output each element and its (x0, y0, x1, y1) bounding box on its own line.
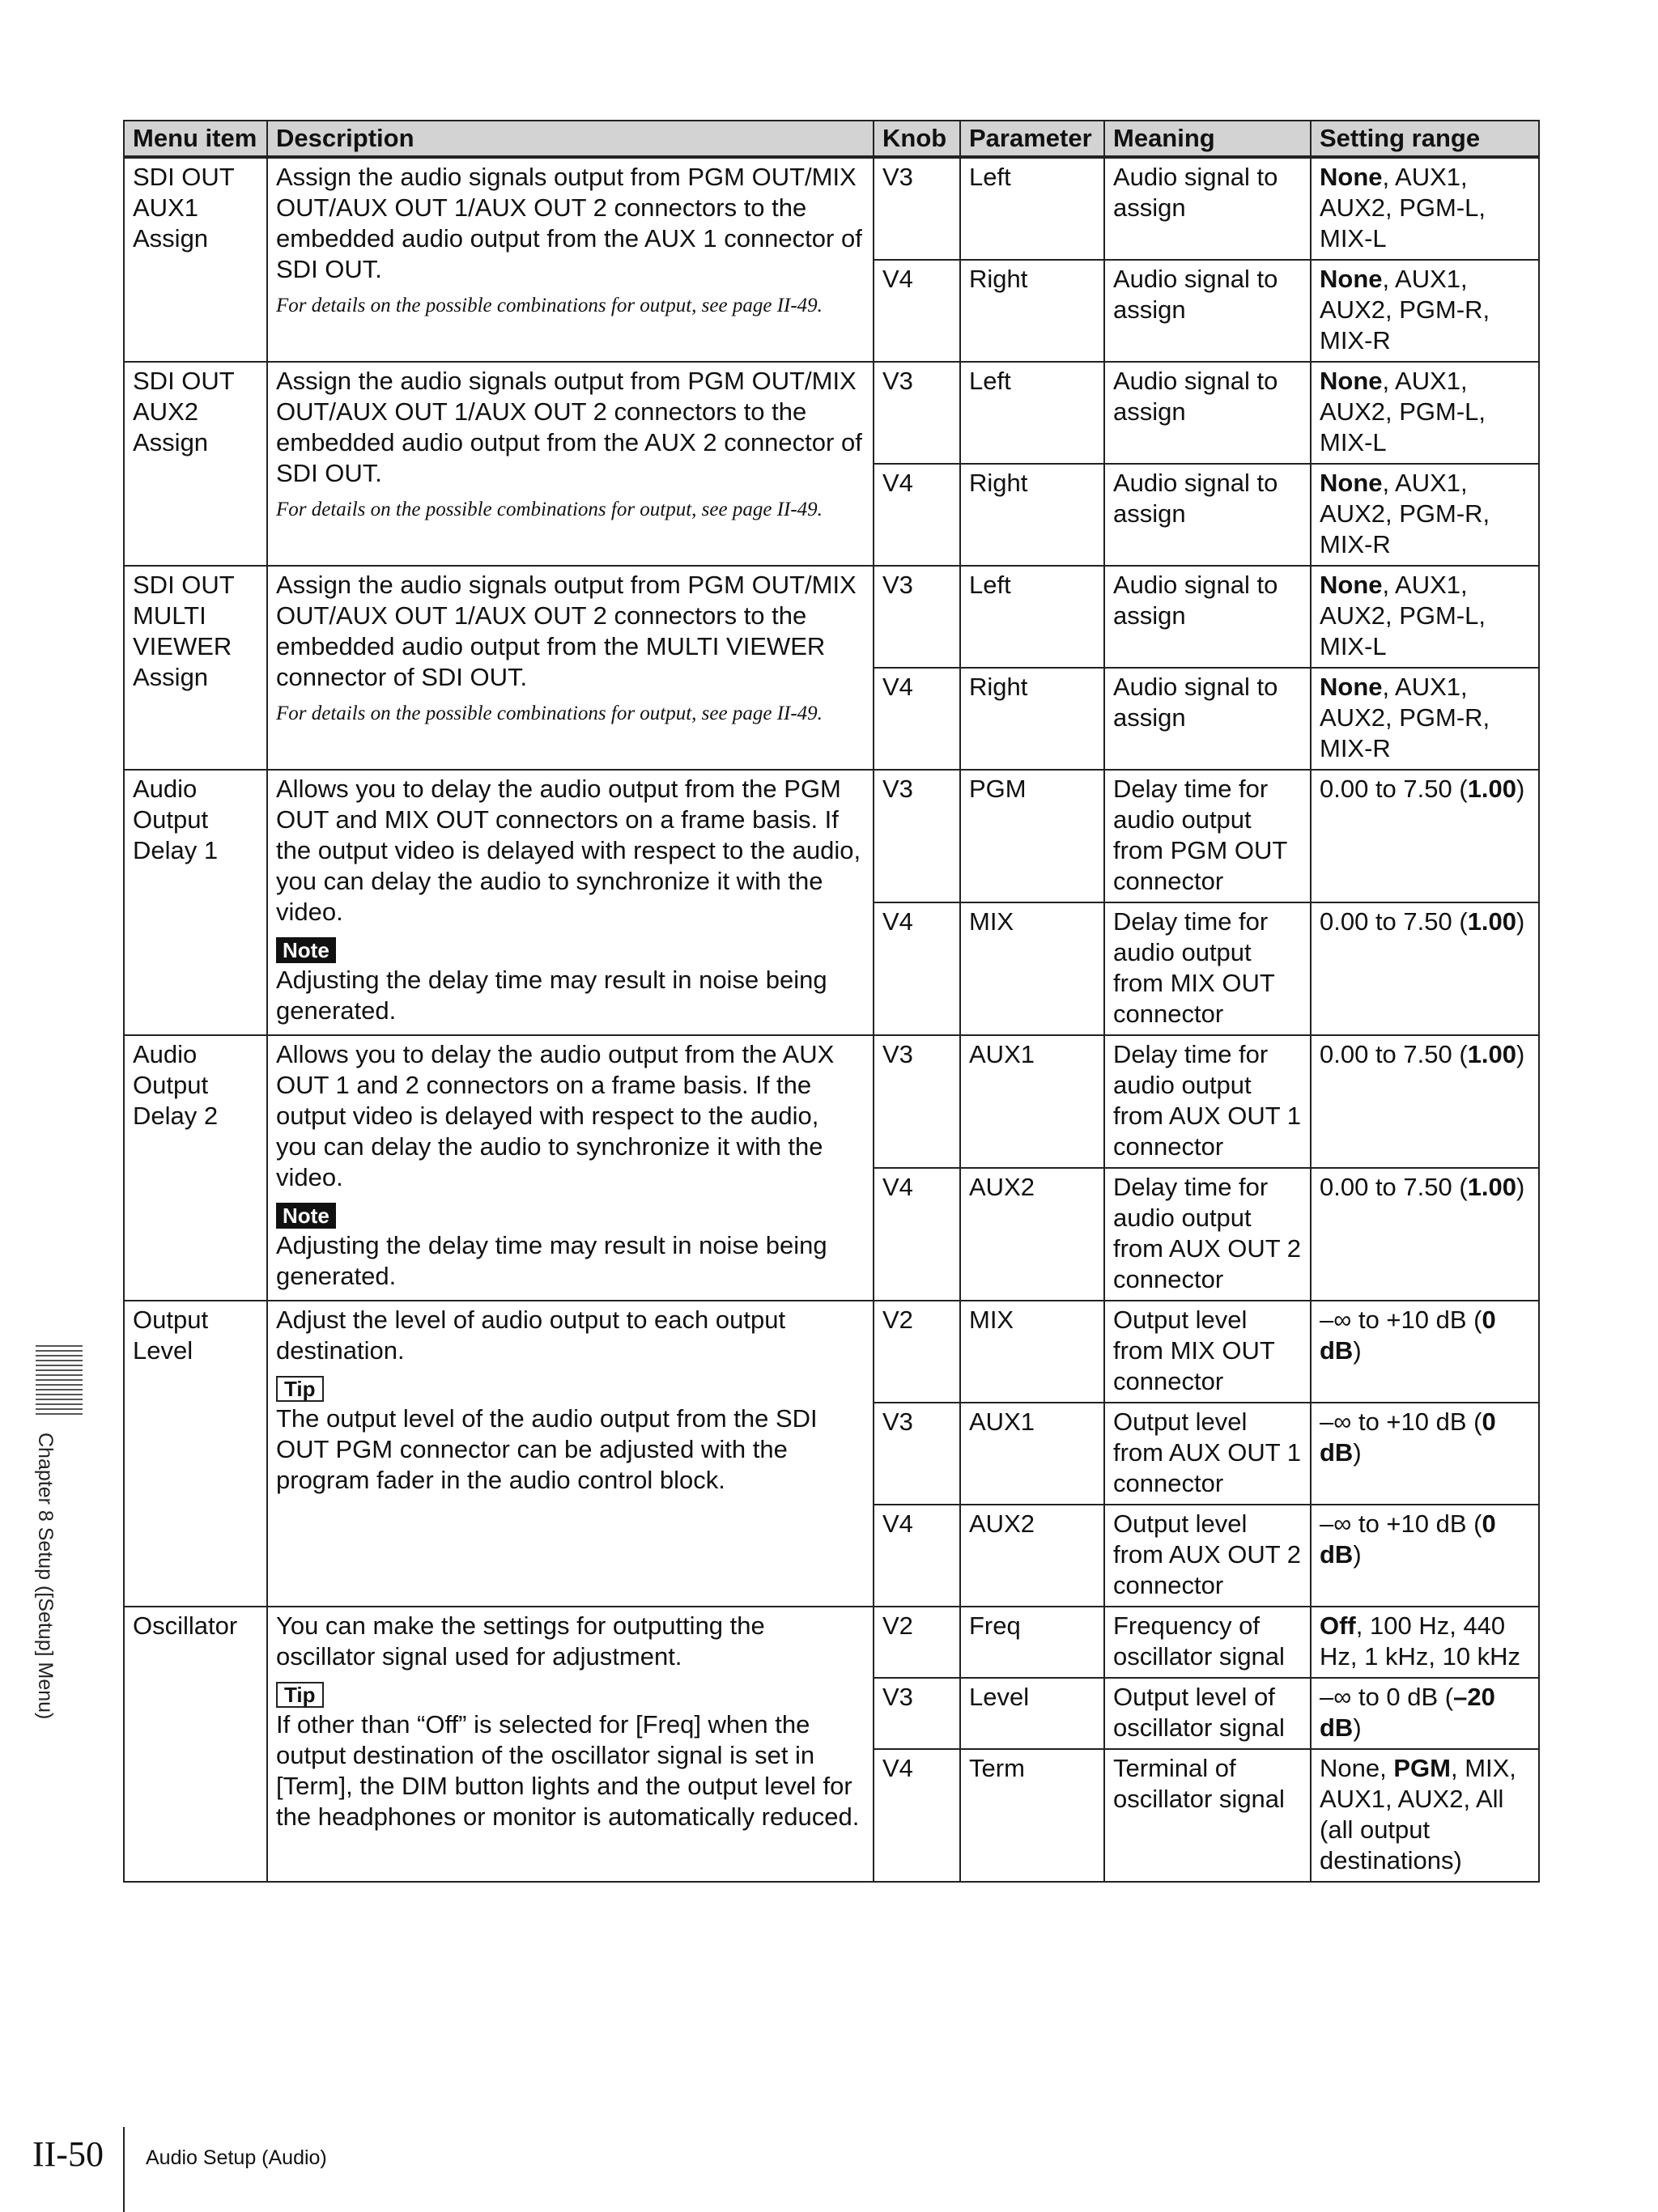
meaning-cell (1104, 1678, 1311, 1749)
description-cell (267, 770, 874, 1035)
setting-range-cell (1311, 1168, 1539, 1301)
menu-item-cell (124, 362, 267, 566)
setting-range-cell (1311, 1505, 1539, 1607)
range-suffix: ) (1353, 1540, 1362, 1569)
range-suffix: ) (1353, 1713, 1362, 1742)
meaning-cell (1104, 1607, 1311, 1678)
parameter-cell (960, 902, 1104, 1035)
footer-divider (123, 2127, 125, 2212)
meaning-value: Audio signal to assign (1113, 673, 1278, 732)
menu-item-cell (124, 1035, 267, 1301)
parameter-cell (960, 362, 1104, 464)
note-badge: Note (276, 1203, 336, 1229)
tip-text: The output level of the audio output from the SDI OUT PGM connector can be adjusted with the program fader in the audio control block. (276, 1404, 818, 1494)
meaning-cell (1104, 668, 1311, 770)
description-cell (267, 157, 874, 362)
header-setting-range: Setting range (1311, 121, 1539, 157)
audio-setup-table (123, 120, 1540, 1883)
meaning-cell (1104, 770, 1311, 902)
meaning-value: Frequency of oscillator signal (1113, 1611, 1285, 1671)
setting-range-cell (1311, 1678, 1539, 1749)
menu-item-cell (124, 770, 267, 1035)
knob-cell (874, 902, 960, 1035)
knob-value: V3 (882, 1040, 913, 1068)
range-default-value: None (1320, 571, 1383, 599)
knob-cell (874, 1678, 960, 1749)
page-number: II-50 (32, 2134, 104, 2174)
tip-text: If other than “Off” is selected for [Freq] when the output destination of the oscillator signal is set in [Term], the DIM button lights and the output level for the headphones or monitor is automatically reduced. (276, 1710, 860, 1831)
range-default-value: None (1320, 469, 1383, 497)
menu-item-name: SDI OUT MULTI VIEWER Assign (133, 571, 235, 691)
meaning-cell (1104, 464, 1311, 566)
parameter-value: Level (969, 1683, 1030, 1711)
setting-range-cell (1311, 1301, 1539, 1403)
range-default-value: None (1320, 163, 1383, 191)
knob-cell (874, 260, 960, 362)
description-cell (267, 1301, 874, 1607)
menu-item-cell (124, 157, 267, 362)
range-default-value: Off (1320, 1611, 1356, 1640)
description-text: Assign the audio signals output from PGM OUT/MIX OUT/AUX OUT 1/AUX OUT 2 connectors to the embedded audio output from the MULTI VIEWER connector of SDI OUT. (276, 571, 857, 691)
meaning-cell (1104, 1505, 1311, 1607)
knob-value: V3 (882, 775, 913, 803)
knob-cell (874, 1607, 960, 1678)
range-suffix: ) (1353, 1438, 1362, 1467)
header-knob: Knob (874, 121, 960, 157)
meaning-value: Delay time for audio output from AUX OUT 2 connector (1113, 1173, 1301, 1293)
range-prefix: –∞ to +10 dB ( (1320, 1306, 1482, 1334)
menu-item-cell (124, 1607, 267, 1882)
table-row (124, 1301, 1539, 1403)
table-row (124, 1607, 1539, 1678)
parameter-cell (960, 1301, 1104, 1403)
range-default-value: PGM (1393, 1754, 1451, 1782)
menu-item-name: Audio Output Delay 2 (133, 1040, 219, 1130)
meaning-cell (1104, 1749, 1311, 1882)
range-prefix: –∞ to 0 dB ( (1320, 1683, 1454, 1711)
description-cell (267, 362, 874, 566)
range-prefix: 0.00 to 7.50 ( (1320, 1040, 1468, 1068)
description-cell (267, 566, 874, 770)
knob-cell (874, 1403, 960, 1505)
knob-cell (874, 1505, 960, 1607)
knob-cell (874, 770, 960, 902)
meaning-value: Output level from AUX OUT 1 connector (1113, 1407, 1301, 1497)
tip-badge: Tip (276, 1682, 324, 1708)
parameter-value: MIX (969, 1306, 1014, 1334)
meaning-value: Output level of oscillator signal (1113, 1683, 1285, 1742)
description-text: Adjust the level of audio output to each output destination. (276, 1306, 786, 1365)
knob-value: V4 (882, 1509, 913, 1538)
parameter-value: Left (969, 163, 1011, 191)
menu-item-name: SDI OUT AUX2 Assign (133, 367, 235, 456)
description-cell (267, 1035, 874, 1301)
description-text: Allows you to delay the audio output from the AUX OUT 1 and 2 connectors on a frame basis. If the output video is delayed with respect to the audio, you can delay the audio to synchronize it with the video. (276, 1040, 835, 1191)
range-suffix: , AUX1, AUX2, PGM-R, MIX-R (1320, 265, 1490, 355)
parameter-cell (960, 1035, 1104, 1168)
note-text: Adjusting the delay time may result in noise being generated. (276, 966, 827, 1025)
range-default-value: 0 dB (1320, 1407, 1496, 1467)
parameter-cell (960, 1678, 1104, 1749)
meaning-cell (1104, 157, 1311, 260)
chapter-tab-marker (36, 1345, 83, 1416)
table-header-row (124, 121, 1539, 157)
description-text: Assign the audio signals output from PGM OUT/MIX OUT/AUX OUT 1/AUX OUT 2 connectors to the embedded audio output from the AUX 2 connector of SDI OUT. (276, 367, 862, 487)
table-row (124, 770, 1539, 902)
cross-reference: For details on the possible combinations for output, see page II-49. (276, 703, 823, 724)
setting-range-cell (1311, 1749, 1539, 1882)
setting-range-cell (1311, 770, 1539, 902)
setting-range-cell (1311, 260, 1539, 362)
range-suffix: ) (1516, 775, 1525, 803)
parameter-value: Right (969, 673, 1028, 701)
range-default-value: None (1320, 265, 1383, 293)
range-default-value: None (1320, 673, 1383, 701)
knob-value: V4 (882, 469, 913, 497)
knob-value: V3 (882, 1683, 913, 1711)
setting-range-cell (1311, 157, 1539, 260)
range-suffix: , AUX1, AUX2, PGM-L, MIX-L (1320, 367, 1486, 456)
setting-range-cell (1311, 1035, 1539, 1168)
range-default-value: –20 dB (1320, 1683, 1495, 1742)
range-default-value: 1.00 (1467, 1173, 1517, 1201)
parameter-value: AUX2 (969, 1509, 1035, 1538)
range-prefix: –∞ to +10 dB ( (1320, 1509, 1482, 1538)
knob-cell (874, 1749, 960, 1882)
setting-range-cell (1311, 566, 1539, 668)
meaning-value: Audio signal to assign (1113, 571, 1278, 630)
meaning-cell (1104, 1403, 1311, 1505)
range-suffix: ) (1353, 1336, 1362, 1365)
knob-cell (874, 464, 960, 566)
parameter-cell (960, 668, 1104, 770)
range-default-value: 0 dB (1320, 1306, 1496, 1365)
description-text: Assign the audio signals output from PGM OUT/MIX OUT/AUX OUT 1/AUX OUT 2 connectors to the embedded audio output from the AUX 1 connector of SDI OUT. (276, 163, 862, 283)
range-suffix: ) (1516, 907, 1525, 936)
parameter-value: Left (969, 571, 1011, 599)
meaning-cell (1104, 566, 1311, 668)
parameter-value: Left (969, 367, 1011, 395)
setting-range-cell (1311, 1607, 1539, 1678)
footer-section-title: Audio Setup (Audio) (146, 2146, 327, 2169)
cross-reference: For details on the possible combinations for output, see page II-49. (276, 499, 823, 520)
knob-cell (874, 362, 960, 464)
range-default-value: 1.00 (1467, 1040, 1517, 1068)
parameter-value: Right (969, 469, 1028, 497)
setting-range-cell (1311, 464, 1539, 566)
knob-cell (874, 668, 960, 770)
table-row (124, 157, 1539, 260)
note-badge: Note (276, 937, 336, 963)
parameter-value: AUX2 (969, 1173, 1035, 1201)
table-row (124, 362, 1539, 464)
description-text: You can make the settings for outputting the oscillator signal used for adjustment. (276, 1611, 765, 1671)
tip-badge: Tip (276, 1376, 324, 1402)
menu-item-name: SDI OUT AUX1 Assign (133, 163, 235, 253)
description-text: Allows you to delay the audio output from the PGM OUT and MIX OUT connectors on a frame basis. If the output video is delayed with respect to the audio, you can delay the audio to synchronize it with the video. (276, 775, 861, 926)
range-suffix: , 100 Hz, 440 Hz, 1 kHz, 10 kHz (1320, 1611, 1521, 1671)
knob-value: V3 (882, 571, 913, 599)
parameter-cell (960, 770, 1104, 902)
meaning-value: Audio signal to assign (1113, 265, 1278, 324)
parameter-value: PGM (969, 775, 1027, 803)
meaning-value: Delay time for audio output from PGM OUT connector (1113, 775, 1287, 895)
knob-value: V4 (882, 1173, 913, 1201)
knob-cell (874, 1035, 960, 1168)
meaning-value: Output level from AUX OUT 2 connector (1113, 1509, 1301, 1599)
setting-range-cell (1311, 668, 1539, 770)
knob-value: V4 (882, 265, 913, 293)
meaning-cell (1104, 362, 1311, 464)
menu-item-name: Output Level (133, 1306, 209, 1365)
description-cell (267, 1607, 874, 1882)
meaning-value: Audio signal to assign (1113, 163, 1278, 222)
range-suffix: , MIX, AUX1, AUX2, All (all output destinations) (1320, 1754, 1516, 1874)
parameter-value: Freq (969, 1611, 1021, 1640)
range-default-value: 1.00 (1467, 775, 1517, 803)
meaning-cell (1104, 1301, 1311, 1403)
meaning-cell (1104, 260, 1311, 362)
meaning-value: Delay time for audio output from AUX OUT 1 connector (1113, 1040, 1301, 1161)
meaning-value: Terminal of oscillator signal (1113, 1754, 1285, 1813)
cross-reference: For details on the possible combinations for output, see page II-49. (276, 295, 823, 316)
meaning-cell (1104, 1035, 1311, 1168)
header-description: Description (267, 121, 874, 157)
knob-value: V3 (882, 367, 913, 395)
knob-value: V4 (882, 907, 913, 936)
parameter-value: Right (969, 265, 1028, 293)
menu-item-name: Oscillator (133, 1611, 238, 1640)
parameter-cell (960, 566, 1104, 668)
table-row (124, 566, 1539, 668)
setting-range-cell (1311, 902, 1539, 1035)
menu-item-name: Audio Output Delay 1 (133, 775, 219, 864)
parameter-cell (960, 1607, 1104, 1678)
parameter-value: AUX1 (969, 1407, 1035, 1436)
menu-item-cell (124, 566, 267, 770)
range-default-value: 1.00 (1467, 907, 1517, 936)
parameter-cell (960, 1749, 1104, 1882)
knob-cell (874, 1168, 960, 1301)
meaning-value: Delay time for audio output from MIX OUT connector (1113, 907, 1275, 1028)
table-row (124, 1035, 1539, 1168)
header-menu-item: Menu item (124, 121, 267, 157)
knob-cell (874, 1301, 960, 1403)
setting-range-cell (1311, 362, 1539, 464)
parameter-cell (960, 1168, 1104, 1301)
parameter-cell (960, 157, 1104, 260)
parameter-cell (960, 1403, 1104, 1505)
table-body (124, 157, 1539, 1882)
range-prefix: 0.00 to 7.50 ( (1320, 907, 1468, 936)
range-suffix: , AUX1, AUX2, PGM-R, MIX-R (1320, 469, 1490, 558)
range-suffix: ) (1516, 1040, 1525, 1068)
menu-item-cell (124, 1301, 267, 1607)
knob-value: V4 (882, 1754, 913, 1782)
range-default-value: None (1320, 367, 1383, 395)
header-parameter: Parameter (960, 121, 1104, 157)
range-prefix: None, (1320, 1754, 1394, 1782)
note-text: Adjusting the delay time may result in noise being generated. (276, 1231, 827, 1290)
parameter-value: Term (969, 1754, 1025, 1782)
knob-value: V2 (882, 1306, 913, 1334)
parameter-value: MIX (969, 907, 1014, 936)
header-meaning: Meaning (1104, 121, 1311, 157)
meaning-value: Audio signal to assign (1113, 367, 1278, 426)
range-suffix: , AUX1, AUX2, PGM-L, MIX-L (1320, 571, 1486, 660)
parameter-cell (960, 260, 1104, 362)
knob-value: V3 (882, 1407, 913, 1436)
range-suffix: ) (1516, 1173, 1525, 1201)
range-default-value: 0 dB (1320, 1509, 1496, 1569)
meaning-cell (1104, 902, 1311, 1035)
knob-value: V3 (882, 163, 913, 191)
chapter-side-label: Chapter 8 Setup ([Setup] Menu) (34, 1433, 57, 1720)
knob-cell (874, 157, 960, 260)
range-prefix: 0.00 to 7.50 ( (1320, 775, 1468, 803)
range-suffix: , AUX1, AUX2, PGM-L, MIX-L (1320, 163, 1486, 253)
meaning-value: Output level from MIX OUT connector (1113, 1306, 1275, 1395)
setting-range-cell (1311, 1403, 1539, 1505)
parameter-cell (960, 1505, 1104, 1607)
range-prefix: 0.00 to 7.50 ( (1320, 1173, 1468, 1201)
parameter-value: AUX1 (969, 1040, 1035, 1068)
knob-value: V4 (882, 673, 913, 701)
meaning-value: Audio signal to assign (1113, 469, 1278, 528)
knob-value: V2 (882, 1611, 913, 1640)
knob-cell (874, 566, 960, 668)
range-suffix: , AUX1, AUX2, PGM-R, MIX-R (1320, 673, 1490, 762)
meaning-cell (1104, 1168, 1311, 1301)
range-prefix: –∞ to +10 dB ( (1320, 1407, 1482, 1436)
parameter-cell (960, 464, 1104, 566)
